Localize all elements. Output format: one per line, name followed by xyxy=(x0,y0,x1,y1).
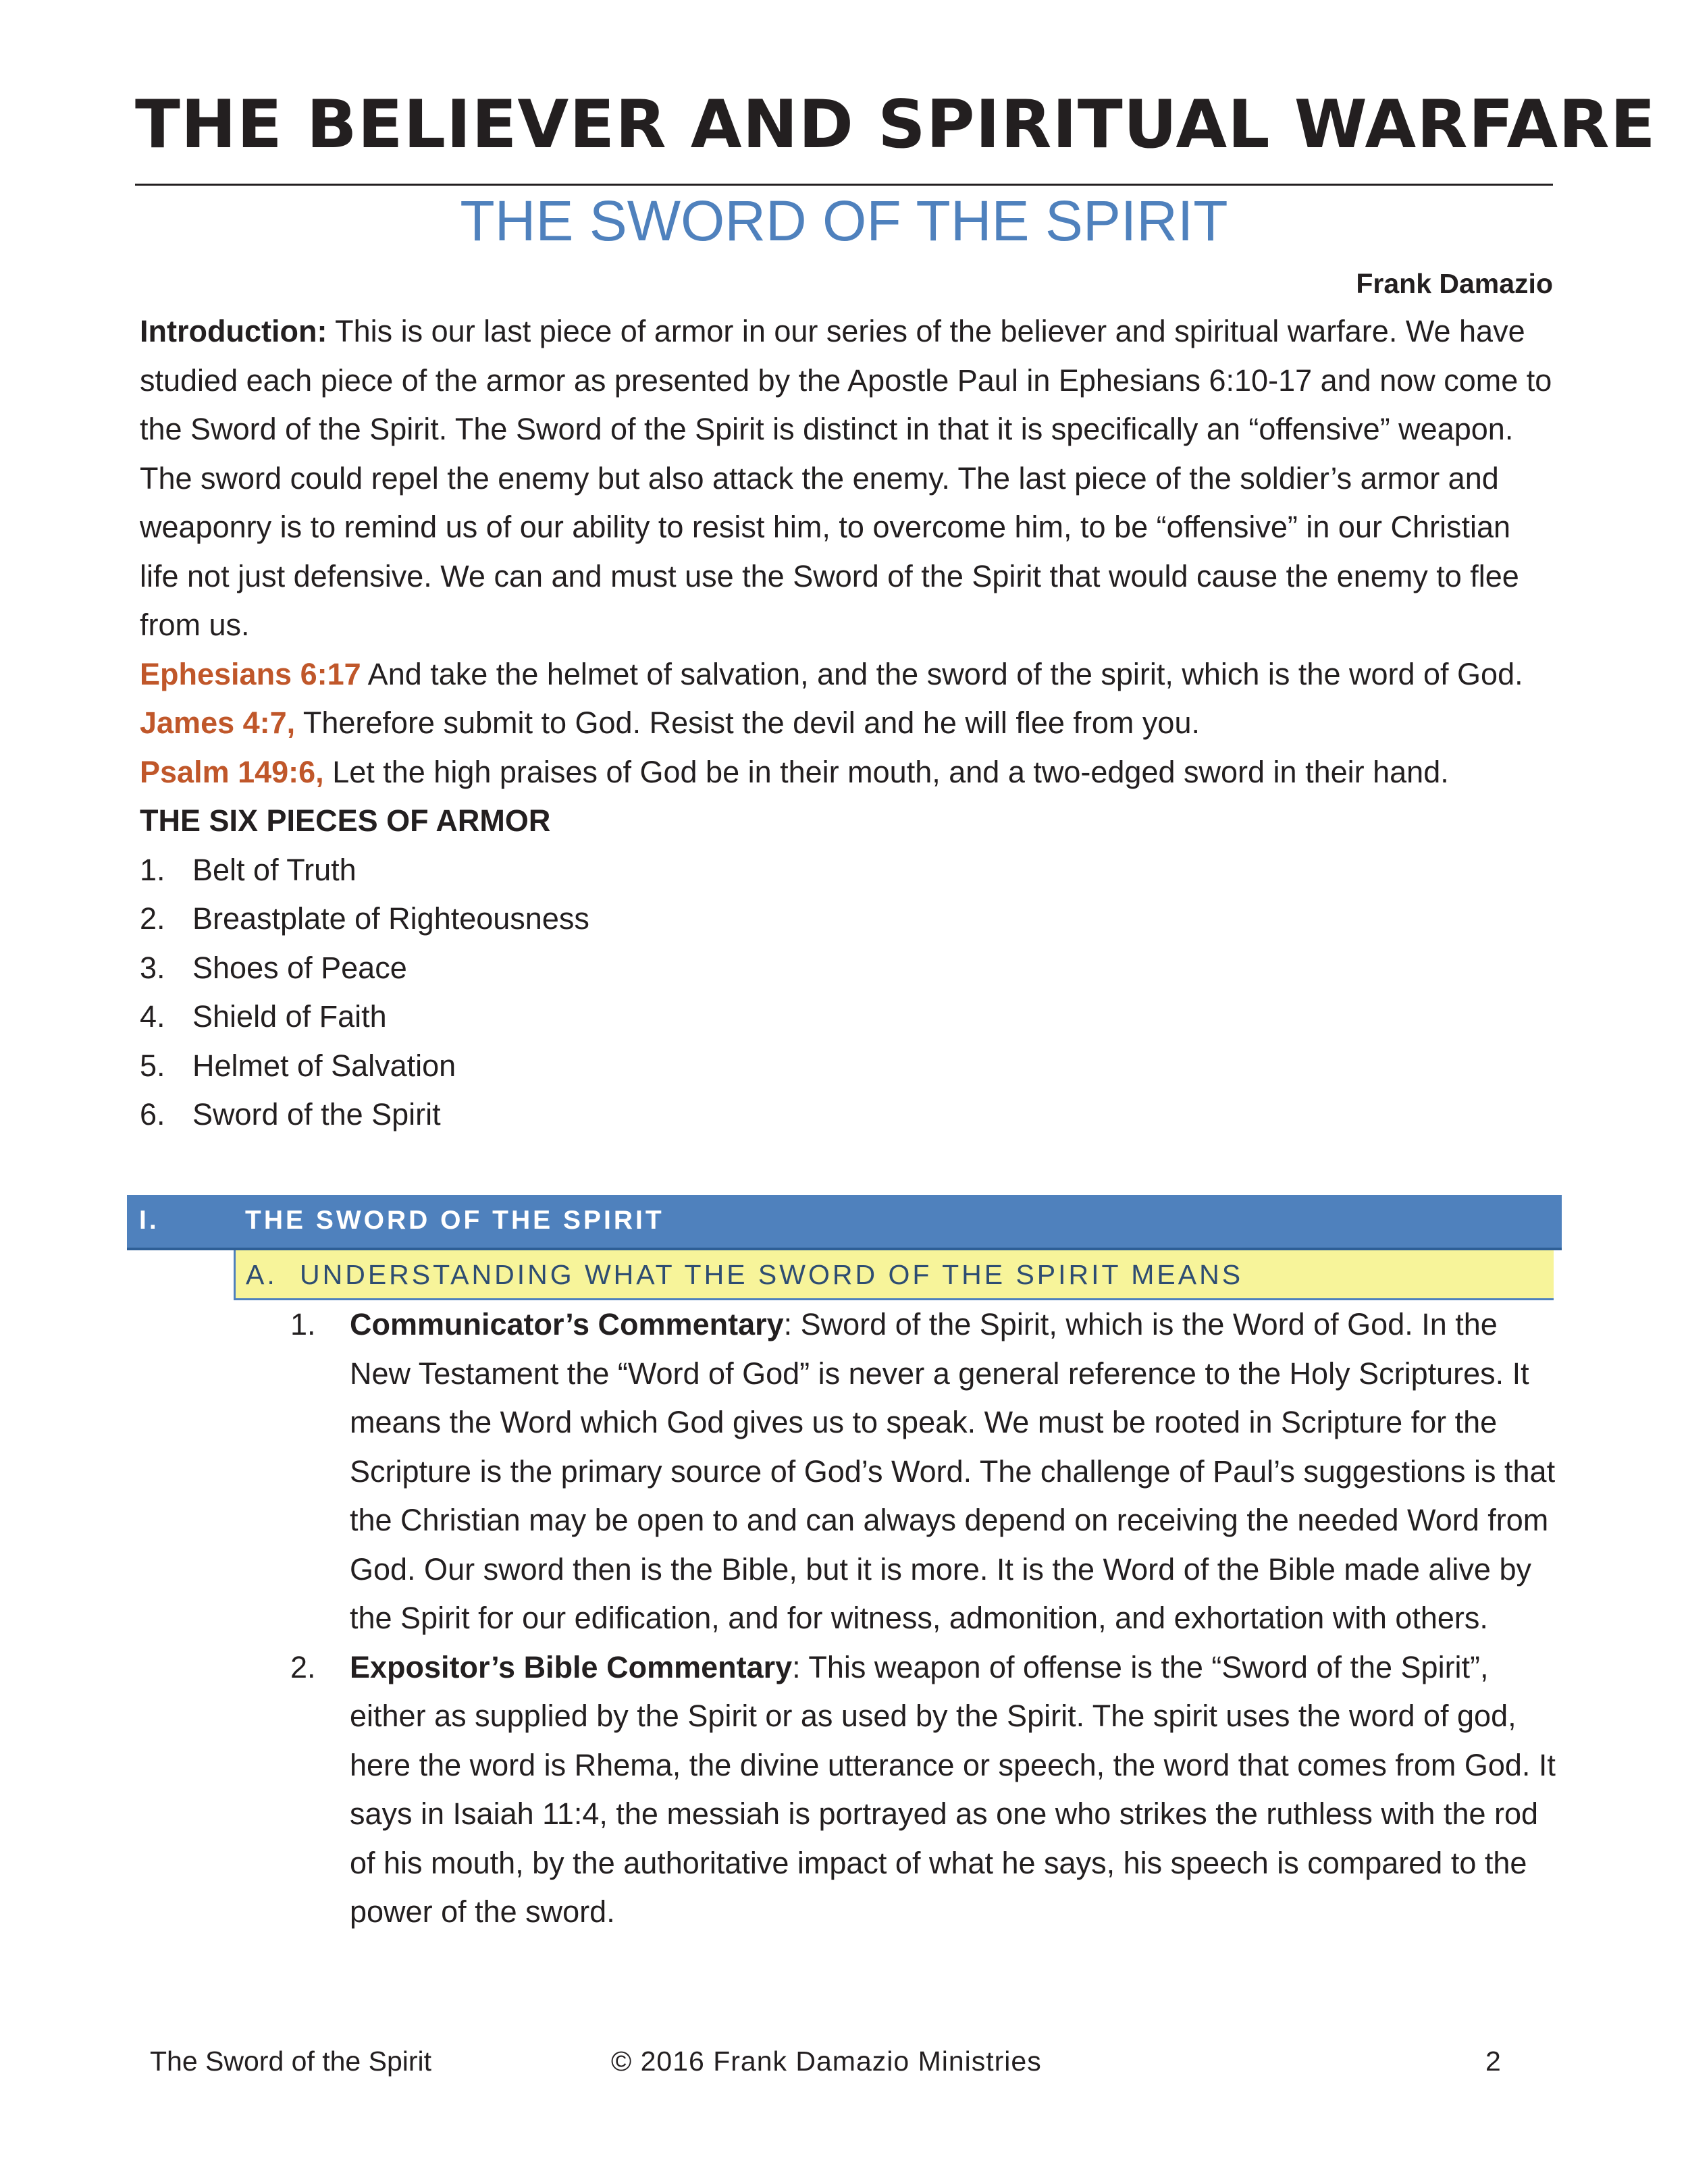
footer-title: The Sword of the Spirit xyxy=(150,2046,432,2077)
commentary-number: 1. xyxy=(290,1307,316,1341)
commentary-item xyxy=(290,1300,1560,1643)
list-item xyxy=(140,992,1554,1042)
page-subtitle: THE SWORD OF THE SPIRIT xyxy=(460,189,1228,252)
page-title: THE BELIEVER AND SPIRITUAL WARFARE xyxy=(135,86,1656,163)
scripture-reference: Ephesians 6:17 xyxy=(140,656,361,691)
scripture-text: Therefore submit to God. Resist the devil and he will flee from you. xyxy=(295,705,1200,740)
list-item xyxy=(140,944,1554,993)
page-footer xyxy=(0,2041,1688,2081)
subsection-heading xyxy=(234,1250,1554,1300)
section-number: I. xyxy=(139,1206,159,1235)
scripture-text: And take the helmet of salvation, and the sword of the spirit, which is the word of God. xyxy=(361,656,1523,691)
scripture-reference: Psalm 149:6, xyxy=(140,754,324,789)
scripture-verse xyxy=(140,748,1554,797)
footer-copyright: © 2016 Frank Damazio Ministries xyxy=(611,2046,1042,2077)
list-item-number: 1. xyxy=(140,852,165,887)
list-item-label: Helmet of Salvation xyxy=(192,1048,456,1083)
body-text xyxy=(140,307,1554,1140)
subsection-title: UNDERSTANDING WHAT THE SWORD OF THE SPIRIT MEANS xyxy=(300,1259,1244,1290)
scripture-text: Let the high praises of God be in their mouth, and a two-edged sword in their hand. xyxy=(323,754,1449,789)
list-item-label: Belt of Truth xyxy=(192,852,357,887)
scripture-verse xyxy=(140,650,1554,699)
list-item xyxy=(140,846,1554,895)
list-item xyxy=(140,895,1554,944)
subsection-letter: A. xyxy=(246,1259,278,1290)
section-title: THE SWORD OF THE SPIRIT xyxy=(245,1206,664,1235)
page-number: 2 xyxy=(1485,2046,1501,2077)
scripture-reference: James 4:7, xyxy=(140,705,296,740)
commentary-text-block xyxy=(350,1643,1560,1937)
list-item-number: 2. xyxy=(140,901,165,936)
commentary-source: Communicator’s Commentary xyxy=(350,1307,784,1341)
intro-label: Introduction: xyxy=(140,314,327,348)
list-item-number: 6. xyxy=(140,1097,165,1131)
armor-list xyxy=(140,846,1554,1140)
section-heading xyxy=(127,1195,1562,1250)
list-item-label: Breastplate of Righteousness xyxy=(192,901,589,936)
list-item-label: Shoes of Peace xyxy=(192,950,407,985)
commentary-text: : Sword of the Spirit, which is the Word of God. In the New Testament the “Word of God” is never a general reference to the Holy Scriptures. It means the Word which God gives us to speak. We must be rooted in Scripture for the Scripture is the primary source of God’s Word. The challenge of Paul’s suggestions is that the Christian may be open to and can always depend on receiving the needed Word from God. Our sword then is the Bible, but it is more. It is the Word of the Bible made alive by the Spirit for our edification, and for witness, admonition, and exhortation with others. xyxy=(350,1307,1556,1635)
list-item-number: 5. xyxy=(140,1048,165,1083)
list-item-label: Sword of the Spirit xyxy=(192,1097,441,1131)
scripture-verse xyxy=(140,699,1554,748)
list-item xyxy=(140,1042,1554,1091)
commentary-list xyxy=(290,1300,1560,1937)
list-item-label: Shield of Faith xyxy=(192,999,387,1034)
list-item-number: 3. xyxy=(140,950,165,985)
commentary-item xyxy=(290,1643,1560,1937)
commentary-text-block xyxy=(350,1300,1560,1643)
commentary-source: Expositor’s Bible Commentary xyxy=(350,1649,793,1684)
commentary-number: 2. xyxy=(290,1649,316,1684)
list-item xyxy=(140,1090,1554,1140)
commentary-text: : This weapon of offense is the “Sword of the Spirit”, either as supplied by the Spirit or as used by the Spirit. The spirit uses the word of god, here the word is Rhema, the divine utterance or speech, the word that comes from God. It says in Isaiah 11:4, the messiah is portrayed as one who strikes the ruthless with the rod of his mouth, by the authoritative impact of what he says, his speech is compared to the power of the sword. xyxy=(350,1649,1556,1929)
intro-paragraph xyxy=(140,307,1554,650)
author-name: Frank Damazio xyxy=(1356,268,1553,299)
list-item-number: 4. xyxy=(140,999,165,1034)
intro-text: This is our last piece of armor in our series of the believer and spiritual warfare. We have studied each piece of the armor as presented by the Apostle Paul in Ephesians 6:10-17 and now come to the Sword of the Spirit. The Sword of the Spirit is distinct in that it is specifically an “offensive” weapon. The sword could repel the enemy but also attack the enemy. The last piece of the soldier’s armor and weaponry is to remind us of our ability to resist him, to overcome him, to be “offensive” in our Christian life not just defensive. We can and must use the Sword of the Spirit that would cause the enemy to flee from us. xyxy=(140,314,1552,642)
armor-heading: THE SIX PIECES OF ARMOR xyxy=(140,803,551,838)
